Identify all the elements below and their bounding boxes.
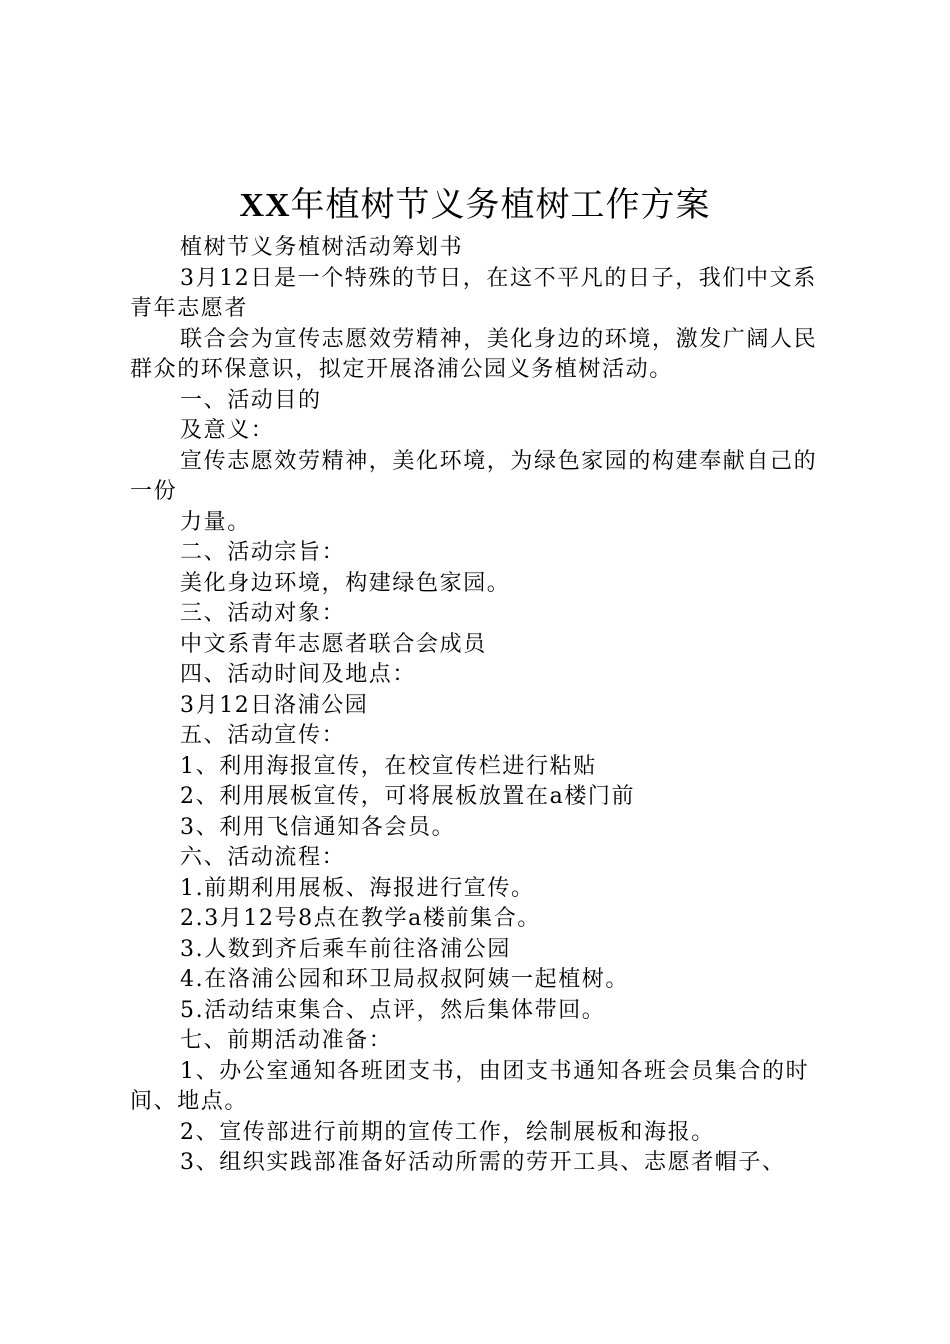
document-title-prefix: XX <box>239 187 291 224</box>
list-item: 5.活动结束集合、点评，然后集体带回。 <box>180 997 606 1023</box>
paragraph: 3月12日是一个特殊的节日，在这不平凡的日子，我们中文系青年志愿者 <box>130 265 817 321</box>
paragraph: 3月12日洛浦公园 <box>180 692 369 718</box>
paragraph: 宣传志愿效劳精神，美化环境，为绿色家园的构建奉献自己的一份 <box>130 448 818 504</box>
section-heading: 一、活动目的 <box>180 387 322 413</box>
list-item: 1、办公室通知各班团支书，由团支书通知各班会员集合的时间、地点。 <box>130 1058 810 1114</box>
document-body <box>130 233 830 1179</box>
section-heading: 二、活动宗旨： <box>180 540 346 565</box>
list-item: 3、组织实践部准备好活动所需的劳开工具、志愿者帽子、 <box>180 1150 786 1175</box>
document-title-main: 年植树节义务植树工作方案 <box>290 185 711 225</box>
list-item: 3.人数到齐后乘车前往洛浦公园 <box>180 936 511 962</box>
list-item: 2、利用展板宣传，可将展板放置在a楼门前 <box>180 784 636 809</box>
list-item: 4.在洛浦公园和环卫局叔叔阿姨一起植树。 <box>180 967 629 992</box>
list-item: 2.3月12号8点在教学a楼前集合。 <box>180 906 541 931</box>
section-heading: 四、活动时间及地点： <box>180 662 417 687</box>
section-heading: 五、活动宣传： <box>180 723 346 748</box>
paragraph: 联合会为宣传志愿效劳精神，美化身边的环境，激发广阔人民群众的环保意识，拟定开展洛浦公园义务植树活动。 <box>130 326 818 382</box>
paragraph: 美化身边环境，构建绿色家园。 <box>180 570 511 596</box>
paragraph: 力量。 <box>180 509 251 535</box>
list-item: 3、利用飞信通知各会员。 <box>180 814 456 840</box>
section-heading: 七、前期活动准备： <box>180 1028 393 1053</box>
document-title <box>0 180 950 231</box>
list-item: 1、利用海报宣传，在校宣传栏进行粘贴 <box>180 753 597 779</box>
paragraph: 中文系青年志愿者联合会成员 <box>180 631 487 657</box>
section-heading: 六、活动流程： <box>180 845 346 870</box>
paragraph: 及意义： <box>180 418 275 443</box>
list-item: 2、宣传部进行前期的宣传工作，绘制展板和海报。 <box>180 1119 715 1145</box>
list-item: 1.前期利用展板、海报进行宣传。 <box>180 875 535 901</box>
paragraph: 植树节义务植树活动筹划书 <box>180 235 464 260</box>
section-heading: 三、活动对象： <box>180 601 346 626</box>
